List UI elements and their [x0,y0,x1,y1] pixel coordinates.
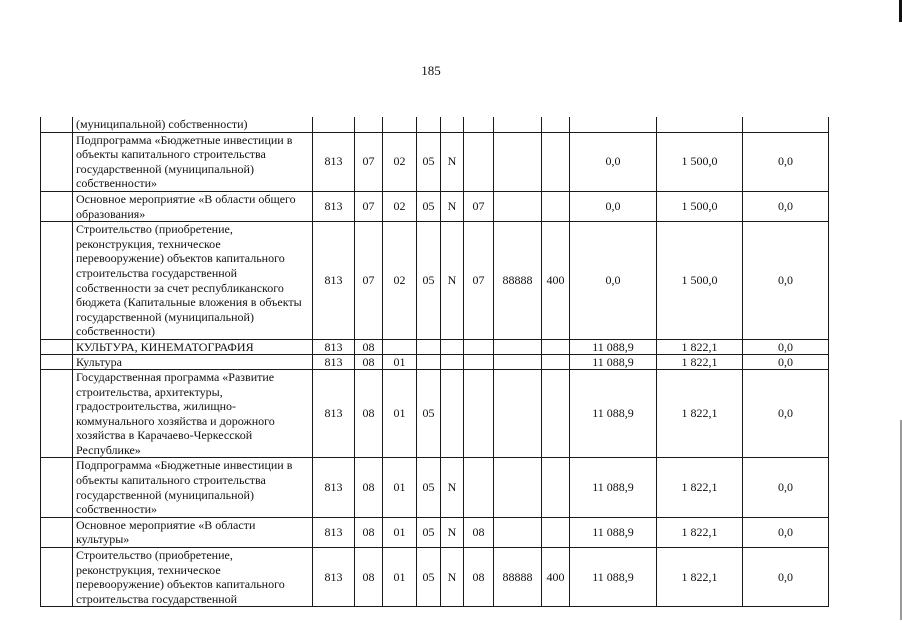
row-margin-cell [41,458,73,517]
table-row [41,339,829,354]
measure-code [464,369,494,458]
table-row [41,354,829,369]
subprogram-code [441,369,464,458]
budget-table [40,117,829,607]
program-code: 05 [417,458,441,517]
sum-2019: 11 088,9 [570,517,657,547]
sum-2020: 1 500,0 [657,132,743,191]
measure-code [464,458,494,517]
chapter-code: 813 [313,191,355,221]
sum-2019: 11 088,9 [570,354,657,369]
row-margin-cell [41,132,73,191]
row-margin-cell [41,517,73,547]
table-row [41,117,829,132]
expense-type-code: 400 [542,548,570,607]
program-code [417,117,441,132]
chapter-code: 813 [313,517,355,547]
sum-2019 [570,117,657,132]
direction-code [494,458,542,517]
sum-2021: 0,0 [743,369,829,458]
program-code: 05 [417,132,441,191]
subsection-code: 01 [383,458,417,517]
subsection-code: 01 [383,548,417,607]
section-code: 08 [355,369,383,458]
chapter-code: 813 [313,354,355,369]
sum-2019: 11 088,9 [570,458,657,517]
sum-2020: 1 822,1 [657,517,743,547]
subprogram-code: N [441,458,464,517]
section-code: 08 [355,548,383,607]
table-row [41,191,829,221]
sum-2021: 0,0 [743,132,829,191]
subprogram-code: N [441,191,464,221]
direction-code [494,339,542,354]
sum-2021: 0,0 [743,222,829,340]
sum-2020: 1 822,1 [657,339,743,354]
section-code: 07 [355,191,383,221]
measure-code: 07 [464,222,494,340]
measure-code [464,354,494,369]
expense-type-code [542,369,570,458]
chapter-code: 813 [313,132,355,191]
table-row [41,517,829,547]
subprogram-code [441,339,464,354]
chapter-code: 813 [313,548,355,607]
expense-type-code [542,191,570,221]
chapter-code: 813 [313,458,355,517]
measure-code: 08 [464,548,494,607]
measure-code: 08 [464,517,494,547]
name-cell: Культура [73,354,313,369]
subsection-code [383,339,417,354]
sum-2021: 0,0 [743,458,829,517]
sum-2019: 11 088,9 [570,339,657,354]
row-margin-cell [41,548,73,607]
subprogram-code: N [441,222,464,340]
subprogram-code [441,354,464,369]
name-cell: (муниципальной) собственности) [73,117,313,132]
budget-rows [41,117,829,607]
measure-code: 07 [464,191,494,221]
sum-2019: 11 088,9 [570,369,657,458]
row-margin-cell [41,222,73,340]
name-cell: КУЛЬТУРА, КИНЕМАТОГРАФИЯ [73,339,313,354]
table-row [41,369,829,458]
sum-2020: 1 822,1 [657,354,743,369]
sum-2021: 0,0 [743,354,829,369]
subsection-code: 01 [383,369,417,458]
sum-2021: 0,0 [743,517,829,547]
section-code: 08 [355,517,383,547]
name-cell: Государственная программа «Развитие строительства, архитектуры, градостроительства, жилищно-коммунального хозяйства и дорожного хозяйства в Карачаево-Черкесской Республике» [73,369,313,458]
sum-2019: 0,0 [570,191,657,221]
name-cell: Основное мероприятие «В области общего образования» [73,191,313,221]
program-code: 05 [417,222,441,340]
expense-type-code [542,354,570,369]
name-cell: Подпрограмма «Бюджетные инвестиции в объекты капитального строительства государственной (муниципальной) собственности» [73,458,313,517]
section-code: 07 [355,132,383,191]
expense-type-code: 400 [542,222,570,340]
row-margin-cell [41,339,73,354]
program-code: 05 [417,191,441,221]
subsection-code: 02 [383,132,417,191]
expense-type-code [542,117,570,132]
sum-2019: 0,0 [570,222,657,340]
direction-code [494,191,542,221]
chapter-code: 813 [313,222,355,340]
sum-2020: 1 822,1 [657,458,743,517]
name-cell: Основное мероприятие «В области культуры» [73,517,313,547]
direction-code [494,354,542,369]
sum-2020: 1 822,1 [657,369,743,458]
subprogram-code [441,117,464,132]
row-margin-cell [41,117,73,132]
program-code: 05 [417,369,441,458]
expense-type-code [542,339,570,354]
section-code: 07 [355,222,383,340]
program-code: 05 [417,548,441,607]
measure-code [464,132,494,191]
program-code [417,354,441,369]
subsection-code: 02 [383,191,417,221]
expense-type-code [542,132,570,191]
table-row [41,548,829,607]
table-row [41,458,829,517]
table-row [41,132,829,191]
direction-code [494,369,542,458]
program-code [417,339,441,354]
sum-2019: 0,0 [570,132,657,191]
program-code: 05 [417,517,441,547]
row-margin-cell [41,191,73,221]
row-margin-cell [41,354,73,369]
expense-type-code [542,458,570,517]
direction-code: 88888 [494,548,542,607]
subprogram-code: N [441,548,464,607]
direction-code [494,117,542,132]
measure-code [464,339,494,354]
sum-2021: 0,0 [743,548,829,607]
measure-code [464,117,494,132]
sum-2020: 1 822,1 [657,548,743,607]
subsection-code [383,117,417,132]
direction-code: 88888 [494,222,542,340]
subprogram-code: N [441,132,464,191]
name-cell: Подпрограмма «Бюджетные инвестиции в объекты капитального строительства государственной (муниципальной) собственности» [73,132,313,191]
direction-code [494,517,542,547]
sum-2021: 0,0 [743,191,829,221]
sum-2020 [657,117,743,132]
section-code: 08 [355,458,383,517]
subsection-code: 01 [383,517,417,547]
section-code [355,117,383,132]
section-code: 08 [355,339,383,354]
direction-code [494,132,542,191]
page-number: 185 [421,63,441,78]
sum-2021 [743,117,829,132]
name-cell: Строительство (приобретение, реконструкция, техническое перевооружение) объектов капитального строительства государственной [73,548,313,607]
sum-2021: 0,0 [743,339,829,354]
name-cell: Строительство (приобретение, реконструкция, техническое перевооружение) объектов капитального строительства государственной собственности за счет республиканского бюджета (Капитальные вложения в объекты государственной (муниципальной) собственности) [73,222,313,340]
sum-2019: 11 088,9 [570,548,657,607]
subsection-code: 01 [383,354,417,369]
row-margin-cell [41,369,73,458]
chapter-code [313,117,355,132]
sum-2020: 1 500,0 [657,191,743,221]
subprogram-code: N [441,517,464,547]
chapter-code: 813 [313,369,355,458]
chapter-code: 813 [313,339,355,354]
subsection-code: 02 [383,222,417,340]
sum-2020: 1 500,0 [657,222,743,340]
section-code: 08 [355,354,383,369]
table-row [41,222,829,340]
expense-type-code [542,517,570,547]
